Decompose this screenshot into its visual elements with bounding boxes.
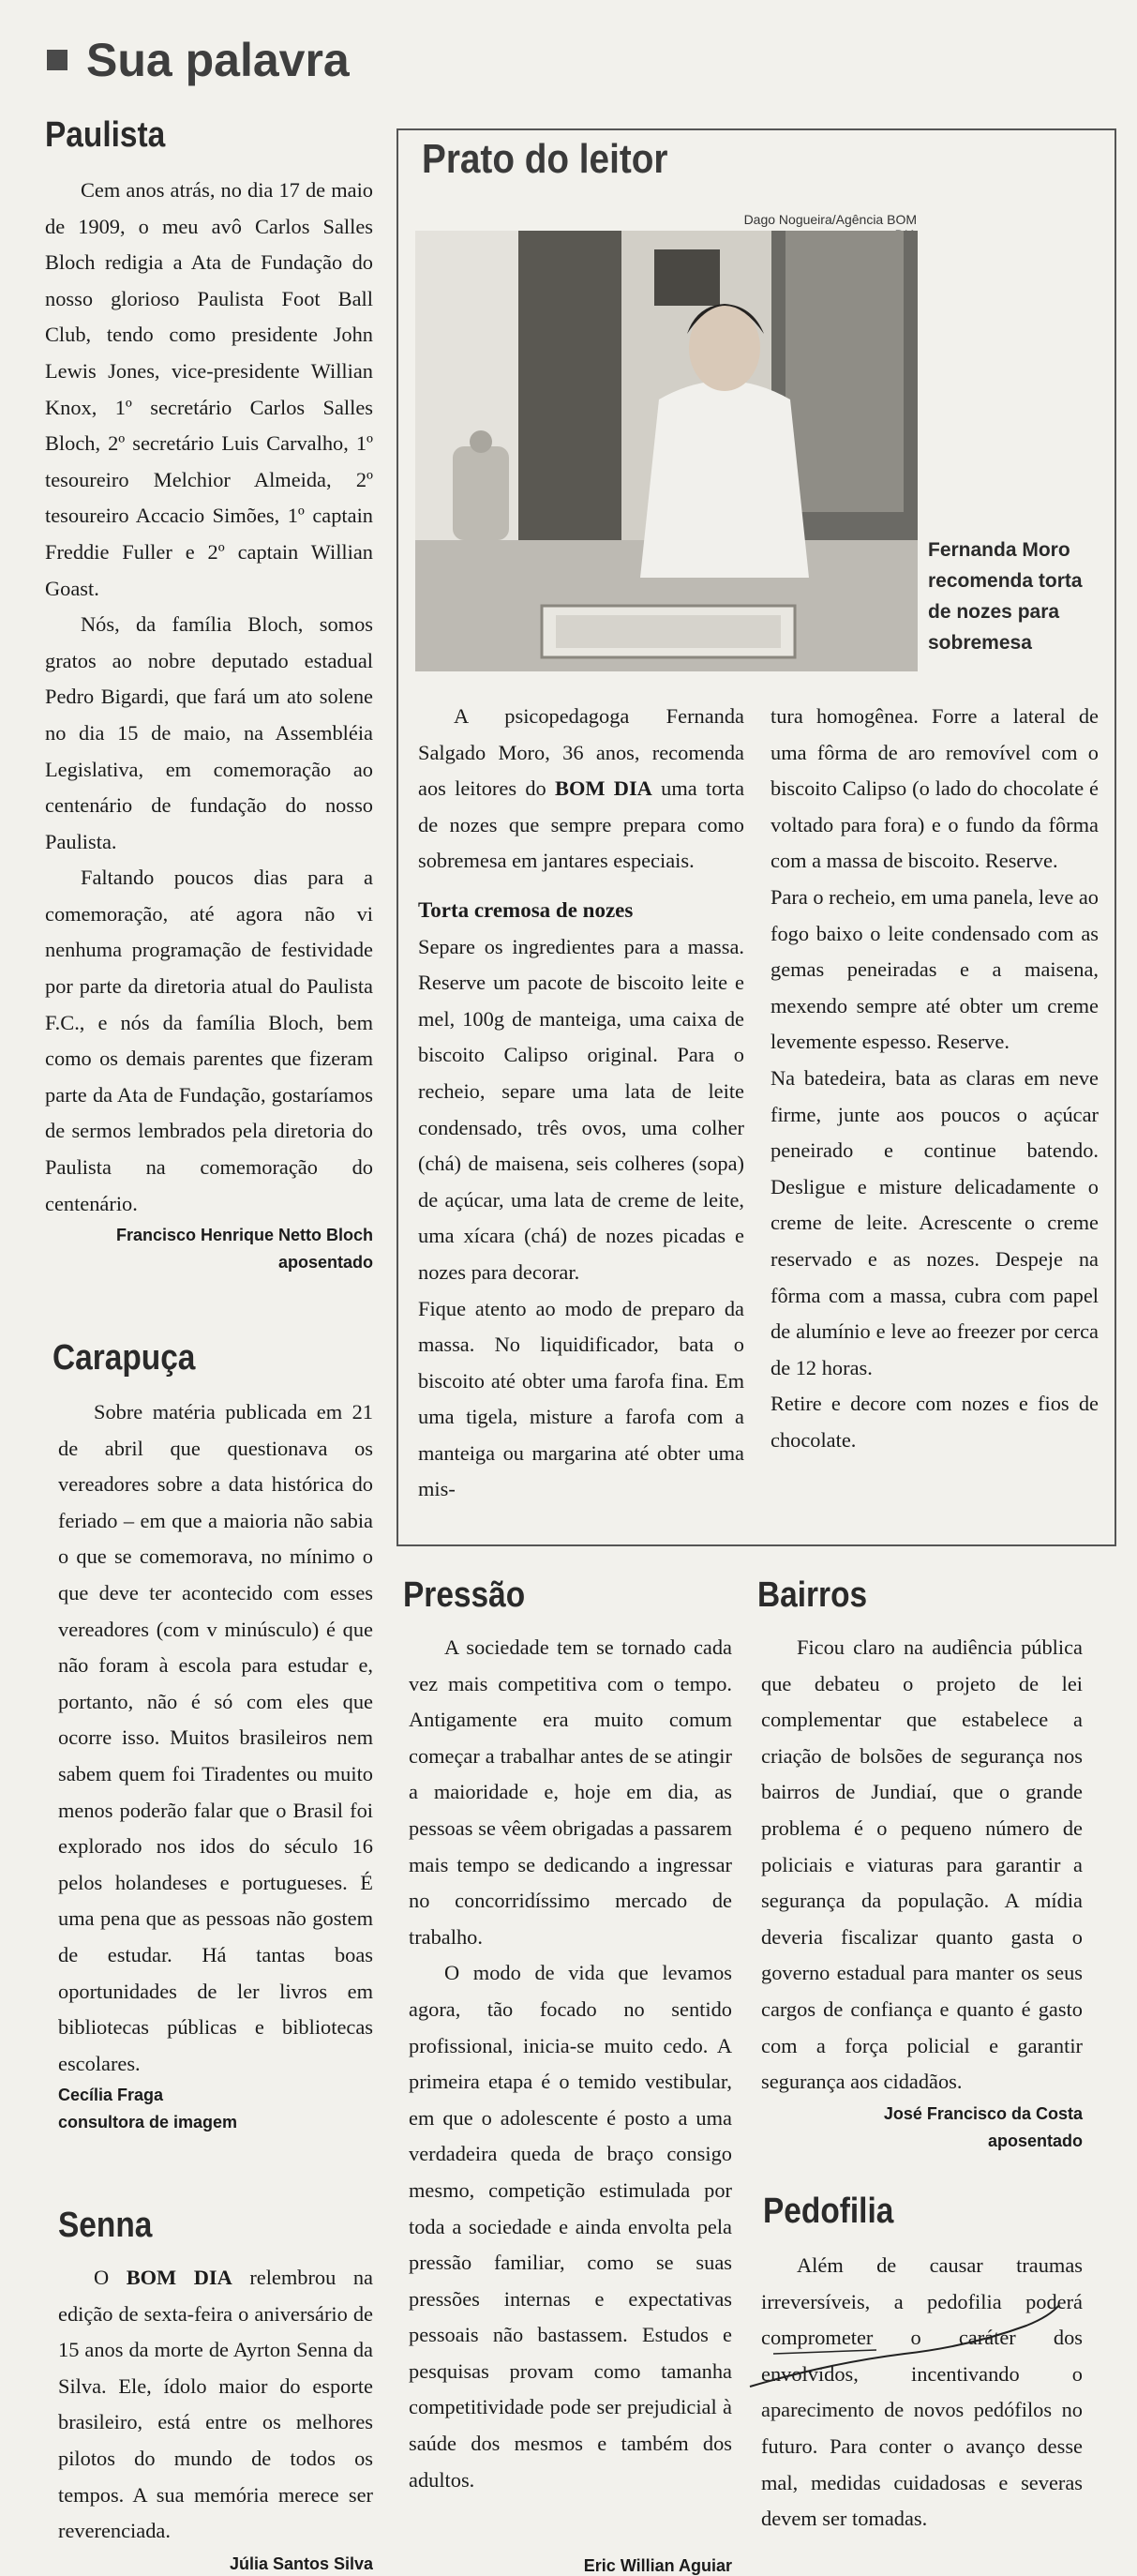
senna-signature: Júlia Santos Silva (229, 2554, 373, 2573)
pressao-heading: Pressão (403, 1575, 526, 1615)
carapuca-heading: Carapuça (52, 1338, 196, 1378)
bairros-heading: Bairros (757, 1575, 868, 1615)
pressao-paragraph: A sociedade tem se tornado cada vez mais competitiva com o tempo. Antigamente era muito comum começar a trabalhar antes de se atingir a maioridade e, hoje em dia, as pessoas se vêem obrigadas a passarem mais tempo se dedicando a ingressar no concorridíssimo mercado de trabalho. (409, 1635, 732, 1949)
photo-caption: Fernanda Moro recomenda torta de nozes para sobremesa (928, 539, 1083, 654)
senna-lead: O (94, 2266, 110, 2289)
pedofilia-heading: Pedofilia (763, 2192, 894, 2231)
paulista-paragraph: Faltando poucos dias para a comemoração, até agora não vi nenhuma programação de festividade por parte da diretoria atual do Paulista F.C., e nós da família Bloch, bem como os demais parentes que fizeram parte da Ata de Fundação, gostaríamos de sermos lembrados pela diretoria do Paulista na comemoração do centenário. (45, 866, 373, 1215)
signature-role: consultora de imagem (58, 2113, 238, 2132)
carapuca-signature (58, 2082, 373, 2136)
section-header (47, 32, 350, 88)
bairros-signature (761, 2101, 1083, 2155)
senna-letter (58, 2260, 373, 2550)
paulista-paragraph: Nós, da família Bloch, somos gratos ao nobre deputado estadual Pedro Bigardi, que fará um ato solene no dia 15 de maio, na Assembléia Legislativa, em comemoração ao centenário de fundação do nosso Paulista. (45, 612, 373, 853)
recipe-photo (415, 231, 918, 671)
carapuca-paragraph: Sobre matéria publicada em 21 de abril que questionava os vereadores sobre a data histórica do feriado – em que a maioria não sabia o que se comemorava, no mínimo o que deve ter acontecido com esses vereadores (com v minúsculo) é que não foram à escola para estudar e, portanto, não é só com eles que ocorre isso. Muitos brasileiros nem sabem quem foi Tiradentes ou muito menos poderão falar que o Brasil foi explorado nos idos do século 16 pelos holandeses e portugueses. É uma pena que as pessoas não gostem de estudar. Há tantas boas oportunidades de ler livros em bibliotecas públicas e bibliotecas escolares. (58, 1400, 373, 2075)
recipe-column-1 (418, 699, 744, 1508)
pedofilia-paragraph: Além de causar traumas irreversíveis, a pedofilia poderá comprometer o caráter dos envolvidos, incentivando o aparecimento de novos pedófilos no futuro. Para conter o avanço desse mal, medidas cuidadosas e severas devem ser tomadas. (761, 2253, 1083, 2531)
recipe-intro-a: A psicopedagoga Fernanda Salgado Moro, 36 anos, recomenda aos leitores do (418, 704, 744, 801)
recipe-paragraph: tura homogênea. Forre a lateral de uma fôrma de aro removível com o biscoito Calipso (o lado do chocolate é voltado para fora) e o fundo da fôrma com a massa de biscoito. Reserve. (770, 704, 1099, 873)
photo-illustration (415, 231, 918, 671)
signature-name: Cecília Fraga (58, 2086, 164, 2105)
signature-role: aposentado (987, 2131, 1083, 2150)
paulista-signature (45, 1222, 373, 1276)
recipe-paragraph: Na batedeira, bata as claras em neve firme, junte aos poucos o açúcar peneirado e continue batendo. Desligue e misture delicadamente o creme de leite. Acrescente o creme reservado e as nozes. Despeje na fôrma com a massa, cubra com papel de alumínio e leve ao freezer por cerca de 12 horas. (770, 1065, 1099, 1379)
signature-name: Francisco Henrique Netto Bloch (115, 1226, 373, 1245)
carapuca-letter (58, 1394, 373, 2136)
senna-heading: Senna (58, 2206, 153, 2245)
photo-credit: Dago Nogueira/Agência BOM (743, 212, 917, 227)
pen-scribble-icon (745, 2297, 1064, 2401)
section-title: Sua palavra (86, 34, 350, 86)
signature-name: José Francisco da Costa (883, 2103, 1083, 2123)
paulista-heading: Paulista (45, 115, 166, 155)
pressao-letter (409, 1630, 732, 2498)
senna-paper-name: BOM DIA (126, 2266, 232, 2289)
recipe-paragraph: Separe os ingredientes para a massa. Reserve um pacote de biscoito leite e mel, 100g de manteiga, uma caixa de biscoito Calipso original. Para o recheio, separe uma lata de leite condensado, três ovos, uma colher (chá) de maisena, seis colheres (sopa) de açúcar, uma lata de creme de leite, uma xícara (chá) de nozes picadas e nozes para decorar. (418, 934, 744, 1284)
pressao-signature: Eric Willian Aguiar (583, 2556, 732, 2575)
pressao-paragraph: O modo de vida que levamos agora, tão focado no sentido profissional, inicia-se muito cedo. A primeira etapa é o temido vestibular, em que o adolescente é posto a uma verdadeira queda de braço consigo mesmo, competição estimulada por toda a sociedade e ainda envolta pela pressão familiar, como se suas pressões internas e expectativas pessoais não bastassem. Estudos e pesquisas provam como tamanha competitividade pode ser prejudicial à saúde dos mesmos e também dos adultos. (409, 1961, 732, 2492)
recipe-paper-name: BOM DIA (555, 776, 652, 801)
bairros-paragraph: Ficou claro na audiência pública que debateu o projeto de lei complementar que estabelece a criação de bolsões de segurança nos bairros de Jundiaí, que o grande problema é o pequeno número de policiais e viaturas para garantir a segurança da população. A mídia deveria fiscalizar quanto gasta o governo estadual para manter os seus cargos de confiança e quanto é gasto com a força policial e garantir segurança aos cidadãos. (761, 1635, 1083, 2094)
recipe-column-2 (770, 699, 1099, 1458)
recipe-intro (418, 699, 744, 880)
recipe-title: Torta cremosa de nozes (418, 897, 634, 922)
senna-text: relembrou na edição de sexta-feira o aniversário de 15 anos da morte de Ayrton Senna da Silva. Ele, ídolo maior do esporte brasileiro, está entre os melhores pilotos do mundo de todos os tempos. A sua memória merece ser reverenciada. (58, 2266, 373, 2543)
paulista-paragraph: Cem anos atrás, no dia 17 de maio de 1909, o meu avô Carlos Salles Bloch redigia a Ata de Fundação do nosso glorioso Paulista Foot Ball Club, tendo como presidente John Lewis Jones, vice-presidente Willian Knox, 1º secretário Carlos Salles Bloch, 2º secretário Luis Carvalho, 1º tesoureiro Melchior Almeida, 2º tesoureiro Accacio Simões, 1º captain Freddie Fuller e 2º captain Willian Goast. (45, 178, 373, 600)
bairros-letter (761, 1630, 1083, 2155)
recipe-paragraph: Para o recheio, em uma panela, leve ao fogo baixo o leite condensado com as gemas peneiradas e a maisena, mexendo sempre até obter um creme levemente espesso. Reserve. (770, 884, 1099, 1054)
senna-paragraph (58, 2260, 373, 2550)
paulista-letter (45, 173, 373, 1276)
prato-title: Prato do leitor (422, 136, 668, 182)
section-square-icon (47, 50, 67, 70)
recipe-paragraph: Fique atento ao modo de preparo da massa. No liquidificador, bata o biscoito até obter uma farofa fina. Em uma tigela, misture a farofa com a manteiga ou margarina até obter uma mis- (418, 1296, 744, 1501)
recipe-intro-b: uma torta de nozes que sempre prepara como sobremesa em jantares especiais. (418, 776, 745, 873)
signature-role: aposentado (277, 1253, 373, 1273)
recipe-paragraph: Retire e decore com nozes e fios de chocolate. (770, 1392, 1099, 1452)
